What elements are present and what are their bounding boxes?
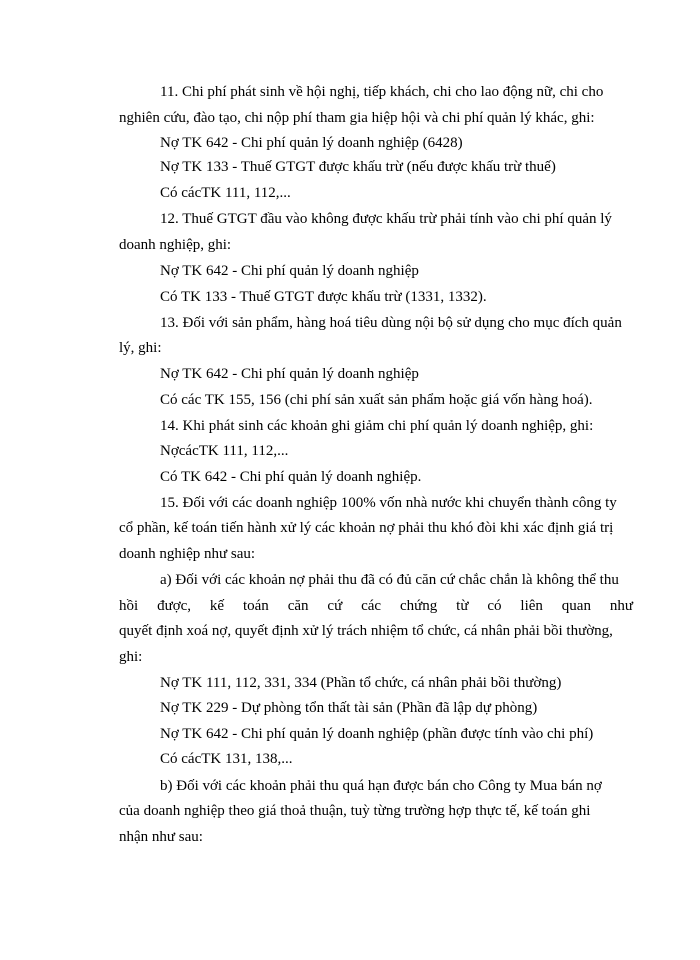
paragraph-line: ghi: <box>119 649 143 665</box>
entry-line: Có cácTK 131, 138,... <box>160 751 293 767</box>
paragraph-line: quyết định xoá nợ, quyết định xử lý trách nhiệm tổ chức, cá nhân phải bồi thường, <box>119 623 613 639</box>
paragraph-line: cổ phần, kế toán tiến hành xử lý các khoản nợ phải thu khó đòi khi xác định giá trị <box>119 520 614 536</box>
paragraph-line: 15. Đối với các doanh nghiệp 100% vốn nhà nước khi chuyển thành công ty <box>160 495 617 511</box>
paragraph-line: doanh nghiệp như sau: <box>119 546 256 562</box>
entry-line: Nợ TK 111, 112, 331, 334 (Phần tổ chức, cá nhân phải bồi thường) <box>160 675 562 691</box>
entry-line: Nợ TK 229 - Dự phòng tổn thất tài sản (Phần đã lập dự phòng) <box>160 700 538 716</box>
paragraph-line: lý, ghi: <box>119 340 162 356</box>
paragraph-line: 12. Thuế GTGT đầu vào không được khấu trừ phải tính vào chi phí quản lý <box>160 211 612 227</box>
entry-line: Nợ TK 133 - Thuế GTGT được khấu trừ (nếu được khấu trừ thuế) <box>160 159 556 175</box>
paragraph-line: 14. Khi phát sinh các khoản ghi giảm chi phí quản lý doanh nghiệp, ghi: <box>160 418 594 434</box>
entry-line: Nợ TK 642 - Chi phí quản lý doanh nghiệp <box>160 366 419 382</box>
entry-line: Có TK 133 - Thuế GTGT được khấu trừ (1331, 1332). <box>160 289 487 305</box>
entry-line: Nợ TK 642 - Chi phí quản lý doanh nghiệp (6428) <box>160 135 463 151</box>
paragraph-line: 13. Đối với sản phẩm, hàng hoá tiêu dùng nội bộ sử dụng cho mục đích quản <box>160 315 622 331</box>
paragraph-line: b) Đối với các khoản phải thu quá hạn được bán cho Công ty Mua bán nợ <box>160 778 602 794</box>
paragraph-line: a) Đối với các khoản nợ phải thu đã có đủ căn cứ chắc chắn là không thể thu <box>160 572 619 588</box>
entry-line: NợcácTK 111, 112,... <box>160 443 289 459</box>
entry-line: Nợ TK 642 - Chi phí quản lý doanh nghiệp <box>160 263 419 279</box>
entry-line: Có các TK 155, 156 (chi phí sản xuất sản phẩm hoặc giá vốn hàng hoá). <box>160 392 593 408</box>
paragraph-line: hồi được, kế toán căn cứ các chứng từ có liên quan như <box>119 598 633 614</box>
paragraph-line: của doanh nghiệp theo giá thoả thuận, tuỳ từng trường hợp thực tế, kế toán ghi <box>119 803 591 819</box>
entry-line: Có TK 642 - Chi phí quản lý doanh nghiệp. <box>160 469 422 485</box>
entry-line: Có cácTK 111, 112,... <box>160 185 291 201</box>
entry-line: Nợ TK 642 - Chi phí quản lý doanh nghiệp (phần được tính vào chi phí) <box>160 726 594 742</box>
paragraph-line: 11. Chi phí phát sinh về hội nghị, tiếp khách, chi cho lao động nữ, chi cho <box>160 84 604 100</box>
paragraph-line: doanh nghiệp, ghi: <box>119 237 232 253</box>
paragraph-line: nghiên cứu, đào tạo, chi nộp phí tham gia hiệp hội và chi phí quản lý khác, ghi: <box>119 110 595 126</box>
paragraph-line: nhận như sau: <box>119 829 203 845</box>
